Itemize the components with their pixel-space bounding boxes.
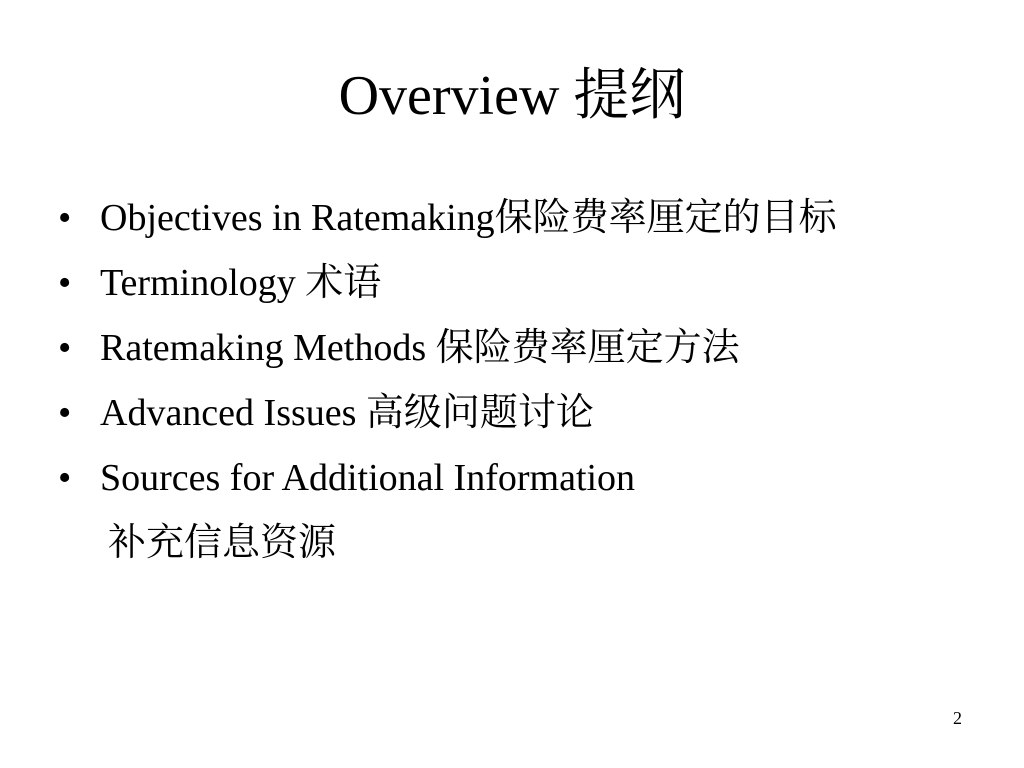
slide-title: Overview 提纲 (338, 65, 686, 127)
bullet-dot-icon: • (58, 457, 72, 499)
bullet-continuation-text: 补充信息资源 (108, 522, 337, 564)
bullet-item (58, 186, 998, 251)
bullet-item (58, 446, 998, 576)
bullet-dot-icon: • (58, 327, 72, 369)
bullet-item (58, 381, 998, 446)
bullet-dot-icon: • (58, 392, 72, 434)
bullet-dot-icon: • (58, 262, 72, 304)
bullet-text: Advanced Issues 高级问题讨论 (100, 392, 594, 434)
bullet-text: Terminology 术语 (100, 262, 382, 304)
bullet-text: Objectives in Ratemaking保险费率厘定的目标 (100, 197, 837, 239)
bullet-text: Ratemaking Methods 保险费率厘定方法 (100, 327, 740, 369)
bullet-list (58, 186, 998, 576)
bullet-dot-icon: • (58, 197, 72, 239)
bullet-item (58, 316, 998, 381)
page-number: 2 (953, 708, 962, 728)
bullet-item (58, 251, 998, 316)
bullet-text: Sources for Additional Information (100, 457, 636, 499)
